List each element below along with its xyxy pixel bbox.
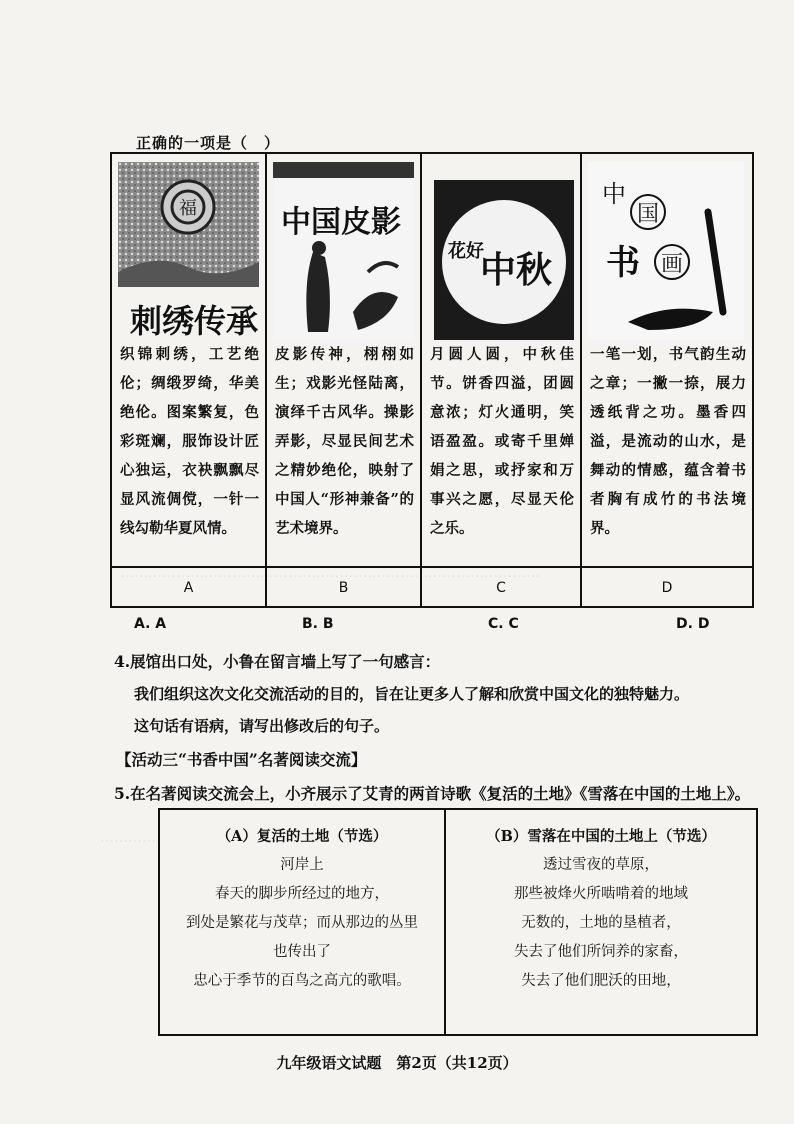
poster-table [110, 152, 754, 608]
poem-line: 春天的脚步所经过的地方， [215, 886, 389, 902]
option-d[interactable]: D. D [676, 616, 710, 632]
poster-description-d: 一笔一划，书气韵生动之章；一撇一捺，展力透纸背之功。墨香四溢，是流动的山水，是舞动的情感，蕴含着书者胸有成竹的书法境界。 [590, 346, 746, 537]
poster-description-a: 织锦刺绣，工艺绝伦；绸缎罗绮，华美绝伦。图案繁复，色彩斑斓，服饰设计匠心独运，衣袂飘飘尽显风流倜傥，一针一线勾勒华夏风情。 [120, 346, 259, 537]
poster-column-a [112, 154, 267, 606]
poster-description-b: 皮影传神，栩栩如生；戏影光怪陆离，演绎千古风华。操影弄影，尽显民间艺术之精妙绝伦，映射了中国人“形神兼备”的艺术境界。 [275, 346, 414, 537]
poster-label-b: B [267, 566, 420, 608]
option-c[interactable]: C. C [488, 616, 519, 632]
poster-column-d [582, 154, 752, 606]
question-4-instruction: 这句话有语病，请写出修改后的句子。 [134, 717, 390, 735]
poster-description-c: 月圆人圆，中秋佳节。饼香四溢，团圆意浓；灯火通明，笑语盈盈。或寄千里婵娟之思，或抒家和万事兴之愿，尽显天伦之乐。 [430, 346, 574, 537]
embroidery-poster-image [118, 162, 259, 340]
poster-label-a: A [112, 566, 265, 608]
poster-column-c [422, 154, 582, 606]
calligraphy-logo-bottom: 书 [606, 243, 640, 283]
poem-line: 也传出了 [273, 944, 331, 960]
mid-autumn-logo-main: 中秋 [480, 249, 553, 291]
poem-a [160, 810, 446, 1034]
option-a[interactable]: A. A [134, 616, 167, 632]
poster-label-d: D [582, 566, 752, 608]
shadow-puppet-logo-text: 中国皮影 [281, 205, 401, 240]
poem-line: 到处是繁花与茂草；而从那边的丛里 [186, 915, 418, 931]
poem-line: 忠心于季节的百鸟之高亢的歌唱。 [193, 973, 411, 989]
poem-line: 失去了他们所饲养的家畜， [514, 944, 688, 960]
page-footer: 九年级语文试题 第2页（共12页） [276, 1054, 518, 1072]
poem-line: 河岸上 [280, 857, 324, 873]
calligraphy-poster-image [588, 162, 746, 340]
question-5: 5.在名著阅读交流会上，小齐展示了艾青的两首诗歌《复活的土地》《雪落在中国的土地上》。 [114, 784, 751, 803]
poem-b [446, 810, 756, 1034]
bleed-through-text: ………… [100, 830, 156, 846]
question-intro: 正确的一项是（ ） [136, 134, 281, 152]
poem-line: 透过雪夜的草原， [543, 857, 659, 873]
embroidery-logo-text: 刺绣传承 [130, 302, 259, 340]
mid-autumn-poster-image [428, 162, 574, 340]
mid-autumn-logo-sub: 花好 [448, 241, 484, 262]
poem-table [158, 808, 758, 1036]
question-4: 4.展馆出口处，小鲁在留言墙上写了一句感言： [114, 652, 441, 671]
poem-line: 失去了他们肥沃的田地， [521, 973, 681, 989]
question-4-sentence: 我们组织这次文化交流活动的目的，旨在让更多人了解和欣赏中国文化的独特魅力。 [134, 685, 690, 703]
poem-b-title: （B）雪落在中国的土地上（节选） [486, 828, 716, 845]
calligraphy-logo-circle-1: 国 [637, 202, 660, 227]
calligraphy-logo-circle-2: 画 [661, 252, 684, 277]
poem-line: 那些被烽火所啮啃着的地域 [514, 886, 688, 902]
poem-line: 无数的，土地的垦植者， [521, 915, 681, 931]
calligraphy-logo-top: 中 [602, 180, 626, 208]
svg-text:福: 福 [179, 198, 197, 219]
shadow-puppet-poster-image [273, 162, 414, 340]
bleed-through-text: ……………………………………………………………………………… [120, 565, 540, 581]
option-b[interactable]: B. B [302, 616, 334, 632]
poster-column-b [267, 154, 422, 606]
poem-a-title: （A）复活的土地（节选） [216, 828, 388, 845]
poster-label-c: C [422, 566, 580, 608]
activity-heading: 【活动三“书香中国”名著阅读交流】 [116, 750, 367, 769]
